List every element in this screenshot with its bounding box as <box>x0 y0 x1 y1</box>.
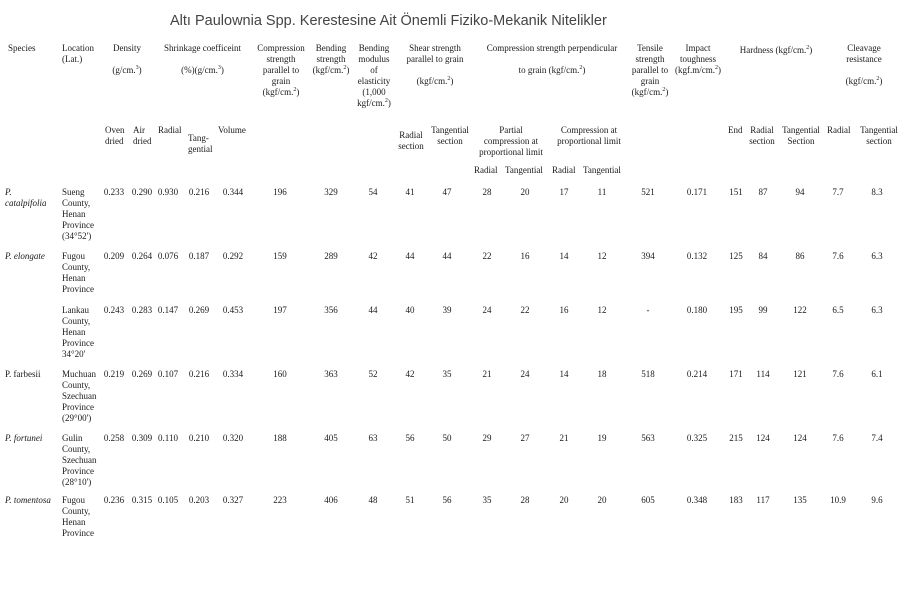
value-cell: 0.107 <box>157 369 179 379</box>
value-cell: 94 <box>795 187 805 197</box>
value-cell: 63 <box>368 433 378 443</box>
location-cell: Sueng County, Henan Province (34°52') <box>62 187 94 241</box>
value-cell: 563 <box>641 433 655 443</box>
value-cell: 0.269 <box>188 305 210 315</box>
subheader-tangential-2: Tangential <box>505 165 543 175</box>
value-cell: 52 <box>368 369 378 379</box>
value-cell: 20 <box>520 187 530 197</box>
value-cell: 41 <box>405 187 415 197</box>
value-cell: 50 <box>442 433 452 443</box>
value-cell: 51 <box>405 495 415 505</box>
value-cell: 0.210 <box>188 433 210 443</box>
subheader-radial-3: Radial <box>552 165 576 175</box>
value-cell: 363 <box>324 369 338 379</box>
value-cell: 0.180 <box>686 305 708 315</box>
subheader-cleavage-radial: Radial <box>827 125 851 135</box>
subheader-tangential-section: Tangential section <box>431 125 469 146</box>
subheader-volume: Volume <box>218 125 246 135</box>
value-cell: 14 <box>559 369 569 379</box>
value-cell: 12 <box>597 251 607 261</box>
value-cell: 0.209 <box>103 251 125 261</box>
value-cell: 87 <box>758 187 768 197</box>
value-cell: 0.325 <box>686 433 708 443</box>
header-impact: Impact toughness (kgf.m/cm.$^2$) <box>675 43 721 75</box>
subheader-oven-dried: Oven dried <box>105 125 125 146</box>
subheader-partial-compression: Partial compression at proportional limit <box>479 125 543 157</box>
subheader-tangential: Tang- gential <box>188 133 213 154</box>
value-cell: 9.6 <box>871 495 883 505</box>
value-cell: 605 <box>641 495 655 505</box>
subheader-radial-2: Radial <box>474 165 498 175</box>
subheader-hardness-tangential: Tangential Section <box>782 125 820 146</box>
value-cell: 0.203 <box>188 495 210 505</box>
location-cell: Gulin County, Szechuan Province (28°10') <box>62 433 97 487</box>
value-cell: 47 <box>442 187 452 197</box>
value-cell: 188 <box>273 433 287 443</box>
value-cell: 0.320 <box>222 433 244 443</box>
value-cell: 42 <box>405 369 415 379</box>
value-cell: 0.132 <box>686 251 708 261</box>
value-cell: 151 <box>729 187 743 197</box>
value-cell: 160 <box>273 369 287 379</box>
value-cell: 22 <box>520 305 530 315</box>
location-cell: Lankau County, Henan Province 34°20' <box>62 305 94 359</box>
value-cell: 54 <box>368 187 378 197</box>
value-cell: 6.3 <box>871 305 883 315</box>
value-cell: 21 <box>482 369 492 379</box>
value-cell: 159 <box>273 251 287 261</box>
value-cell: 0.187 <box>188 251 210 261</box>
value-cell: 0.290 <box>131 187 153 197</box>
value-cell: 18 <box>597 369 607 379</box>
value-cell: 99 <box>758 305 768 315</box>
species-cell: P. farbesii <box>5 369 41 379</box>
value-cell: 121 <box>793 369 807 379</box>
value-cell: 117 <box>756 495 770 505</box>
value-cell: 124 <box>793 433 807 443</box>
value-cell: 289 <box>324 251 338 261</box>
value-cell: 0.344 <box>222 187 244 197</box>
value-cell: 0.453 <box>222 305 244 315</box>
header-shrinkage: Shrinkage coefficeint (%)(g/cm.$^3$) <box>163 43 242 75</box>
value-cell: 356 <box>324 305 338 315</box>
value-cell: 0.327 <box>222 495 244 505</box>
location-cell: Muchuan County, Szechuan Province (29°00') <box>62 369 97 423</box>
value-cell: 48 <box>368 495 378 505</box>
value-cell: 7.6 <box>832 433 844 443</box>
value-cell: 28 <box>520 495 530 505</box>
species-cell: P. tomentosa <box>5 495 51 505</box>
value-cell: 84 <box>758 251 768 261</box>
value-cell: 183 <box>729 495 743 505</box>
location-cell: Fugou County, Henan Province <box>62 495 94 538</box>
value-cell: 44 <box>368 305 378 315</box>
location-cell: Fugou County, Henan Province <box>62 251 94 294</box>
value-cell: 7.6 <box>832 251 844 261</box>
value-cell: 518 <box>641 369 655 379</box>
subheader-tangential-3: Tangential <box>583 165 621 175</box>
value-cell: 7.7 <box>832 187 844 197</box>
value-cell: 27 <box>520 433 530 443</box>
value-cell: 195 <box>729 305 743 315</box>
value-cell: 39 <box>442 305 452 315</box>
value-cell: 196 <box>273 187 287 197</box>
value-cell: 124 <box>756 433 770 443</box>
value-cell: 14 <box>559 251 569 261</box>
value-cell: 0.258 <box>103 433 125 443</box>
value-cell: 0.264 <box>131 251 153 261</box>
value-cell: 40 <box>405 305 415 315</box>
value-cell: 125 <box>729 251 743 261</box>
value-cell: 0.105 <box>157 495 179 505</box>
value-cell: 56 <box>442 495 452 505</box>
value-cell: 0.216 <box>188 369 210 379</box>
value-cell: 521 <box>641 187 655 197</box>
header-species: Species <box>8 43 36 53</box>
value-cell: 122 <box>793 305 807 315</box>
value-cell: 19 <box>597 433 607 443</box>
value-cell: 0.283 <box>131 305 153 315</box>
header-hardness: Hardness (kgf/cm.$^2$) <box>739 45 813 55</box>
value-cell: 6.5 <box>832 305 844 315</box>
value-cell: 42 <box>368 251 378 261</box>
value-cell: 394 <box>641 251 655 261</box>
value-cell: 56 <box>405 433 415 443</box>
value-cell: 35 <box>482 495 492 505</box>
value-cell: - <box>646 305 650 315</box>
value-cell: 0.214 <box>686 369 708 379</box>
subheader-compression-limit: Compression at proportional limit <box>557 125 621 146</box>
header-location: Location (Lat.) <box>62 43 94 64</box>
header-density: Density (g/cm.$^3$) <box>112 43 142 75</box>
species-cell: P. elongate <box>5 251 45 261</box>
species-cell: P. fortunei <box>5 433 43 443</box>
value-cell: 24 <box>520 369 530 379</box>
value-cell: 406 <box>324 495 338 505</box>
value-cell: 114 <box>756 369 770 379</box>
value-cell: 11 <box>597 187 607 197</box>
value-cell: 21 <box>559 433 569 443</box>
value-cell: 329 <box>324 187 338 197</box>
value-cell: 20 <box>597 495 607 505</box>
header-cleavage: Cleavage resistance (kgf/cm.$^2$) <box>845 43 883 86</box>
value-cell: 0.334 <box>222 369 244 379</box>
value-cell: 0.219 <box>103 369 125 379</box>
value-cell: 16 <box>559 305 569 315</box>
value-cell: 20 <box>559 495 569 505</box>
subheader-end: End <box>728 125 743 135</box>
page-title: Altı Paulownia Spp. Kerestesine Ait Önemli Fiziko-Mekanik Nitelikler <box>170 13 607 29</box>
value-cell: 44 <box>442 251 452 261</box>
value-cell: 171 <box>729 369 743 379</box>
value-cell: 8.3 <box>871 187 883 197</box>
value-cell: 0.171 <box>686 187 708 197</box>
subheader-air-dried: Air dried <box>133 125 152 146</box>
value-cell: 28 <box>482 187 492 197</box>
value-cell: 0.147 <box>157 305 179 315</box>
value-cell: 223 <box>273 495 287 505</box>
value-cell: 6.3 <box>871 251 883 261</box>
value-cell: 0.233 <box>103 187 125 197</box>
value-cell: 0.309 <box>131 433 153 443</box>
value-cell: 0.292 <box>222 251 244 261</box>
value-cell: 86 <box>795 251 805 261</box>
header-compression-perpendicular: Compression strength perpendicular to grain (kgf/cm.$^2$) <box>486 43 618 75</box>
value-cell: 24 <box>482 305 492 315</box>
value-cell: 22 <box>482 251 492 261</box>
subheader-hardness-radial: Radial section <box>749 125 775 146</box>
value-cell: 10.9 <box>830 495 846 505</box>
header-bending-strength: Bending strength (kgf/cm.$^2$) <box>312 43 350 75</box>
value-cell: 0.315 <box>131 495 153 505</box>
value-cell: 35 <box>442 369 452 379</box>
value-cell: 215 <box>729 433 743 443</box>
value-cell: 0.216 <box>188 187 210 197</box>
value-cell: 0.243 <box>103 305 125 315</box>
species-cell: P. catalpifolia <box>5 187 47 208</box>
value-cell: 0.110 <box>158 433 178 443</box>
value-cell: 0.269 <box>131 369 153 379</box>
value-cell: 0.076 <box>157 251 179 261</box>
header-shear: Shear strength parallel to grain (kgf/cm.$^2$) <box>406 43 464 86</box>
value-cell: 197 <box>273 305 287 315</box>
value-cell: 0.236 <box>103 495 125 505</box>
value-cell: 7.4 <box>871 433 883 443</box>
value-cell: 44 <box>405 251 415 261</box>
value-cell: 12 <box>597 305 607 315</box>
header-bending-modulus: Bending modulus of elasticity (1,000 kgf/cm.$^2$) <box>357 43 391 108</box>
value-cell: 16 <box>520 251 530 261</box>
subheader-cleavage-tangential: Tangential section <box>860 125 898 146</box>
subheader-radial-section: Radial section <box>398 130 424 151</box>
header-tensile: Tensile strength parallel to grain (kgf/cm.$^2$) <box>631 43 669 97</box>
value-cell: 17 <box>559 187 569 197</box>
value-cell: 405 <box>324 433 338 443</box>
value-cell: 0.348 <box>686 495 708 505</box>
value-cell: 7.6 <box>832 369 844 379</box>
value-cell: 6.1 <box>871 369 883 379</box>
header-compression-parallel: Compression strength parallel to grain (kgf/cm.$^2$) <box>257 43 305 97</box>
value-cell: 29 <box>482 433 492 443</box>
subheader-radial: Radial <box>158 125 182 135</box>
value-cell: 0.930 <box>157 187 179 197</box>
value-cell: 135 <box>793 495 807 505</box>
